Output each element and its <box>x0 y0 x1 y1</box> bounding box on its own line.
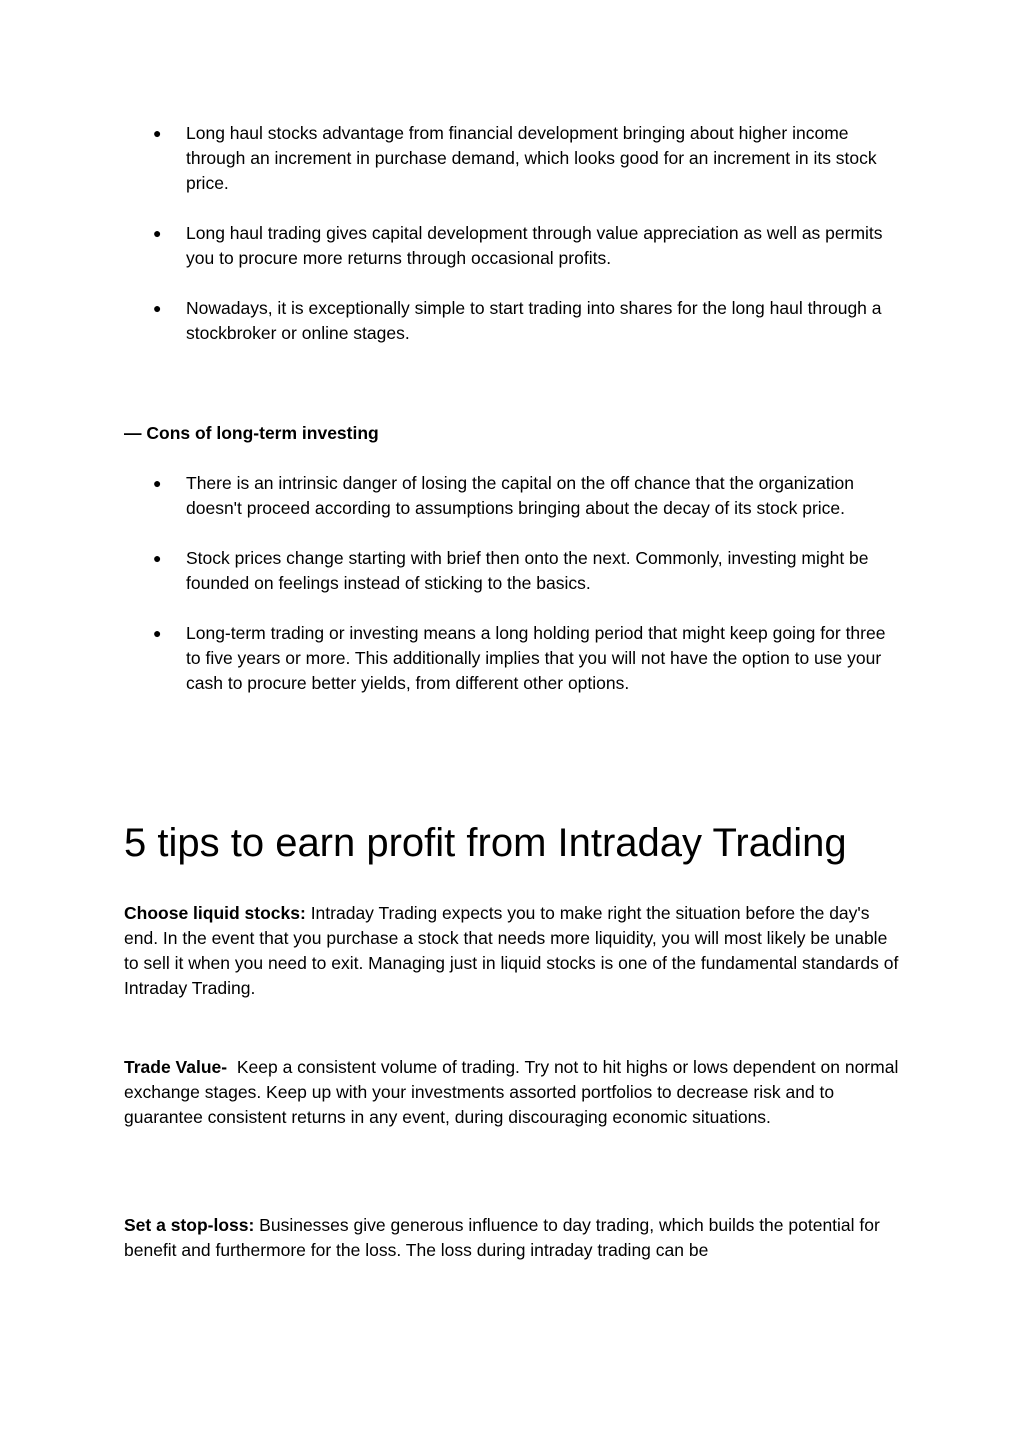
list-item <box>124 546 904 596</box>
list-item <box>124 621 904 696</box>
bullet-icon: ● <box>153 125 162 141</box>
list-item-text: Long haul trading gives capital development through value appreciation as well as permits you to procure more returns through occasional profits. <box>186 223 883 268</box>
tip-text: Intraday Trading expects you to make right the situation before the day's end. In the event that you purchase a stock that needs more liquidity, you will most likely be unable to sell it when you need to exit. Managing just in liquid stocks is one of the fundamental standards of Intraday Trading. <box>124 903 899 998</box>
bullet-icon: ● <box>153 475 162 491</box>
tip-paragraph <box>124 901 904 1001</box>
list-item-text: Long-term trading or investing means a long holding period that might keep going for three to five years or more. This additionally implies that you will not have the option to use your cash to procure better yields, from different other options. <box>186 623 886 693</box>
bullet-icon: ● <box>153 550 162 566</box>
cons-list <box>124 471 904 696</box>
bullet-icon: ● <box>153 300 162 316</box>
list-item <box>124 471 904 521</box>
tip-paragraph <box>124 1055 904 1130</box>
tip-label: Set a stop-loss: <box>124 1215 255 1235</box>
page-title: 5 tips to earn profit from Intraday Trading <box>124 821 847 865</box>
tip-text: Keep a consistent volume of trading. Try not to hit highs or lows dependent on normal exchange stages. Keep up with your investments assorted portfolios to decrease risk and to guarantee consistent returns in any event, during discouraging economic situations. <box>124 1057 904 1127</box>
list-item-text: Nowadays, it is exceptionally simple to start trading into shares for the long haul through a stockbroker or online stages. <box>186 298 882 343</box>
document-page <box>124 121 904 1263</box>
tip-label: Trade Value- <box>124 1057 228 1077</box>
bullet-icon: ● <box>153 225 162 241</box>
bullet-icon: ● <box>153 625 162 641</box>
tip-paragraph <box>124 1213 904 1263</box>
list-item <box>124 121 904 196</box>
tip-label: Choose liquid stocks: <box>124 903 306 923</box>
cons-heading: — Cons of long-term investing <box>124 423 379 443</box>
pros-list <box>124 121 904 346</box>
tip-text: Businesses give generous influence to day trading, which builds the potential for benefit and furthermore for the loss. The loss during intraday trading can be <box>124 1215 880 1260</box>
list-item <box>124 221 904 271</box>
list-item-text: Stock prices change starting with brief then onto the next. Commonly, investing might be founded on feelings instead of sticking to the basics. <box>186 548 869 593</box>
list-item-text: Long haul stocks advantage from financial development bringing about higher income through an increment in purchase demand, which looks good for an increment in its stock price. <box>186 123 877 193</box>
list-item <box>124 296 904 346</box>
list-item-text: There is an intrinsic danger of losing the capital on the off chance that the organization doesn't proceed according to assumptions bringing about the decay of its stock price. <box>186 473 855 518</box>
